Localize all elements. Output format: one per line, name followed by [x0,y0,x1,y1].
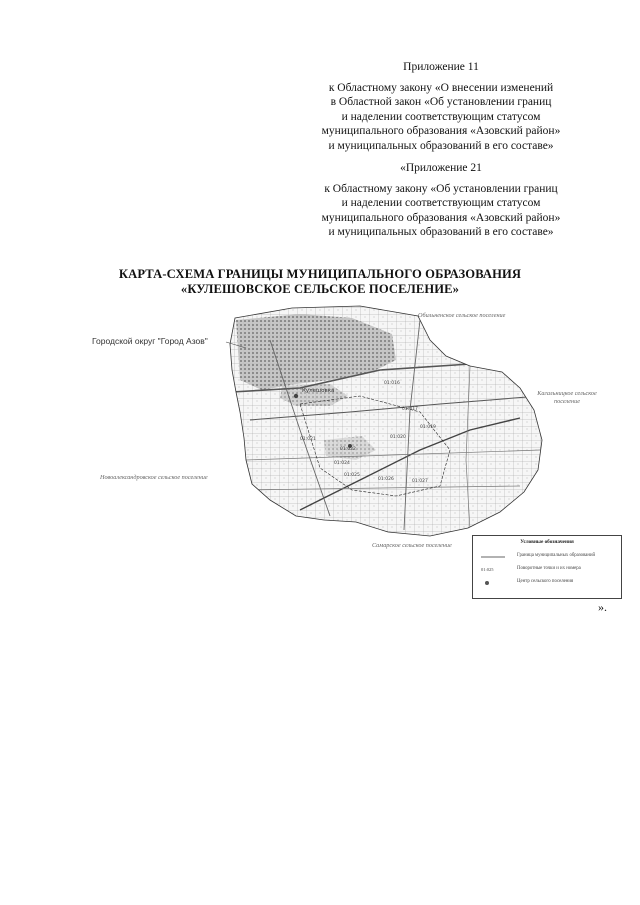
map-title [60,267,580,296]
boundary-line-symbol [481,553,505,561]
appendix-21-line: муниципального образования «Азовский район» [321,211,561,224]
point-code-label: 01:025 [344,473,360,478]
neighbor-settlement-label-right: Кагальницкое сельское поселение [537,390,597,405]
point-code-label: 01:021 [300,437,316,442]
appendix-21-block [296,161,586,240]
appendix-11-line: в Областной закон «Об установлении границ [330,96,552,109]
appendix-11-line: к Областному закону «О внесении изменений [328,81,554,94]
point-code-label: 01:024 [334,461,350,466]
city-district-label: Городской округ "Город Азов" [92,336,208,346]
appendix-11-heading: Приложение 11 [403,61,479,73]
appendix-11-block [296,60,586,154]
appendix-11-line: муниципального образования «Азовский район» [321,125,561,138]
appendix-21-line: и наделении соответствующим статусом [341,197,541,210]
appendix-11-line: и муниципальных образований в его составе» [328,139,554,152]
legend-row [477,553,617,561]
neighbor-settlement-label-left: Новоалександровское сельское поселение [100,474,208,481]
closing-quote-mark: ». [598,600,607,614]
legend-label: Поворотные точки и их номера [517,566,581,571]
legend-title: Условные обозначения [520,539,574,545]
appendix-21-line: к Областному закону «Об установлении границ [324,182,558,195]
appendix-21-line: и муниципальных образований в его составе» [328,226,554,239]
map-terrain [220,300,550,540]
map-title-line-2: «КУЛЕШОВСКОЕ СЕЛЬСКОЕ ПОСЕЛЕНИЕ» [180,281,460,296]
legend-label: Центр сельского поселения [517,579,574,584]
legend-row [477,579,617,587]
point-code-label: 01:020 [390,435,406,440]
settlement-name-label: Кулешовка [302,388,335,394]
map-legend [472,535,622,599]
point-code-label: 01:017 [402,407,418,412]
point-code-label: 01:016 [384,381,400,386]
settlement-center-symbol [481,579,505,587]
legend-row [477,566,617,574]
appendix-11-line: и наделении соответствующим статусом [341,110,541,123]
point-code-label: 01:019 [420,425,436,430]
point-code-label: 01:027 [412,479,428,484]
map-title-line-1: КАРТА-СХЕМА ГРАНИЦЫ МУНИЦИПАЛЬНОГО ОБРАЗОВАНИЯ [118,267,522,281]
point-code-label: 01:022 [340,447,356,452]
point-code-label: 01:026 [378,477,394,482]
neighbor-settlement-label-top: Обильненское сельское поселение [418,312,506,319]
legend-label: Граница муниципальных образований [517,553,596,558]
neighbor-settlement-label-bottom: Самарское сельское поселение [372,542,452,549]
settlement-center-marker [294,394,298,398]
point-code-symbol: 01:025 [481,567,494,572]
appendix-21-heading: «Приложение 21 [400,162,482,174]
